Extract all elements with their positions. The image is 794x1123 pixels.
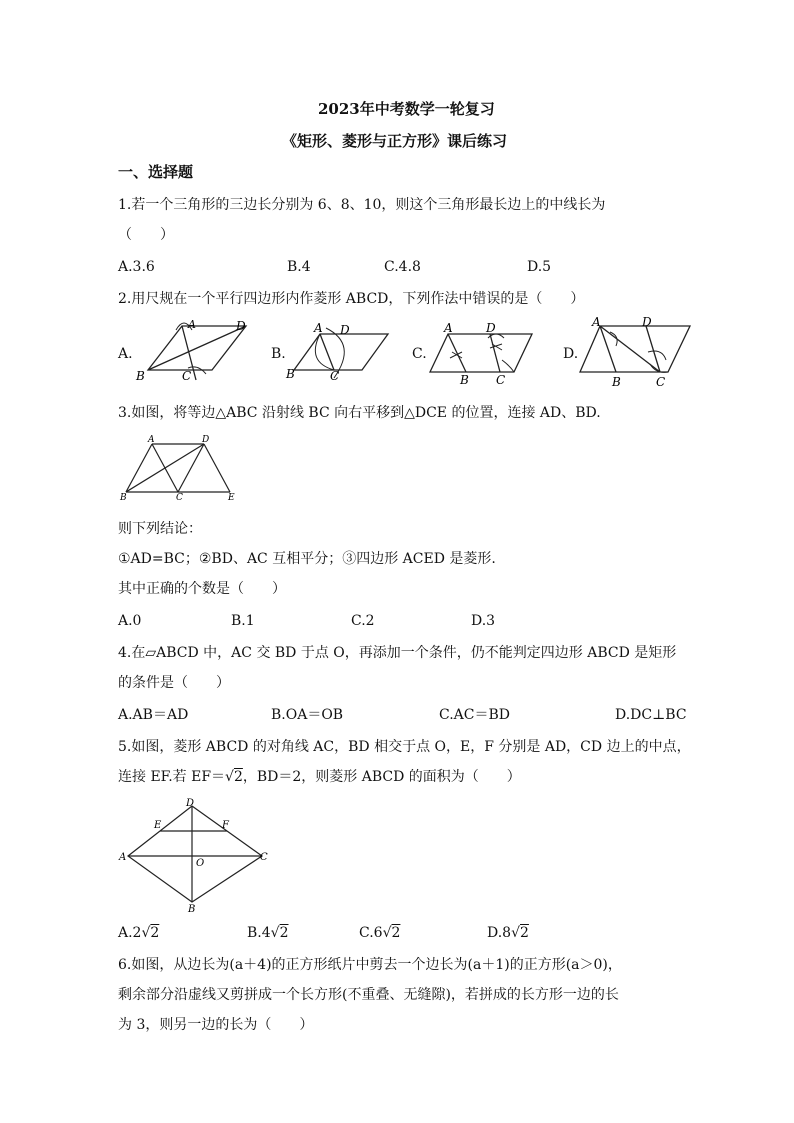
q3-stem: 3.如图，将等边△ABC 沿射线 BC 向右平移到△DCE 的位置，连接 AD、BD. — [118, 405, 601, 421]
q1-option-c: C.4.8 — [384, 259, 421, 275]
q5-option-a-coef: A.2 — [118, 925, 142, 941]
q4-stem-line1: 4.在▱ABCD 中，AC 交 BD 于点 O，再添加一个条件，仍不能判定四边形 ABCD 是矩形 — [118, 645, 677, 661]
q5-option-d — [487, 923, 529, 943]
q2-figure-d — [578, 314, 694, 388]
q5-option-c-radicand: 2 — [391, 925, 401, 941]
q5-option-a — [118, 923, 159, 943]
q3-conclusions: ①AD=BC；②BD、AC 互相平分；③四边形 ACED 是菱形. — [118, 551, 496, 567]
q6-stem-line2: 剩余部分沿虚线又剪拼成一个长方形(不重叠、无缝隙)，若拼成的长方形一边的长 — [118, 987, 619, 1003]
q6-stem-line3: 为 3，则另一边的长为（ ） — [118, 1017, 314, 1033]
sqrt-icon: √ — [270, 925, 280, 941]
q2c-label-a: A — [444, 321, 453, 335]
q2-stem: 2.用尺规在一个平行四边形内作菱形 ABCD，下列作法中错误的是（ ） — [118, 291, 585, 307]
sqrt-icon: √ — [382, 925, 392, 941]
q3-label-e: E — [228, 493, 235, 503]
q5-option-c-coef: C.6 — [359, 925, 383, 941]
section-heading: 一、选择题 — [118, 163, 194, 181]
q3-option-b: B.1 — [231, 613, 255, 629]
sqrt-icon: √ — [141, 925, 151, 941]
q5-option-b-coef: B.4 — [247, 925, 271, 941]
q2a-label-b: B — [136, 369, 145, 383]
q5-option-a-radicand: 2 — [150, 925, 160, 941]
q5-stem-part2: ，BD＝2，则菱形 ABCD 的面积为（ ） — [242, 769, 521, 785]
q2-option-c: C. — [412, 346, 427, 362]
q5-label-a: A — [119, 852, 127, 863]
q3-option-d: D.3 — [471, 613, 496, 629]
q2-option-b: B. — [271, 346, 286, 362]
sqrt-icon: √ — [511, 925, 521, 941]
q5-stem-line1: 5.如图，菱形 ABCD 的对角线 AC，BD 相交于点 O，E，F 分别是 AD，CD 边上的中点， — [118, 739, 691, 755]
q5-label-o: O — [196, 858, 205, 869]
q5-label-f: F — [222, 820, 229, 831]
q4-option-d: D.DC⊥BC — [615, 707, 687, 723]
q3-lead: 则下列结论： — [118, 521, 202, 537]
q3-label-a: A — [148, 435, 155, 445]
q2c-label-d: D — [486, 321, 496, 335]
q2-figure-a — [134, 318, 256, 386]
q1-option-d: D.5 — [527, 259, 552, 275]
q1-stem-line1: 1.若一个三角形的三边长分别为 6、8、10，则这个三角形最长边上的中线长为 — [118, 197, 606, 213]
q5-option-d-radicand: 2 — [520, 925, 529, 941]
q5-label-e: E — [154, 820, 162, 831]
q5-option-b-radicand: 2 — [279, 925, 289, 941]
q5-label-d: D — [186, 798, 195, 809]
q2-option-d: D. — [563, 346, 579, 362]
q3-option-a: A.0 — [118, 613, 142, 629]
q5-stem-line2 — [118, 767, 521, 787]
title-line-2: 《矩形、菱形与正方形》课后练习 — [282, 132, 508, 150]
q4-option-b: B.OA＝OB — [271, 707, 344, 723]
q2-figure-c — [426, 320, 538, 386]
q2b-label-d: D — [340, 323, 350, 337]
q1-option-a: A.3.6 — [118, 259, 155, 275]
q2b-label-a: A — [314, 321, 323, 335]
q2a-label-d: D — [236, 319, 246, 333]
q4-option-c: C.AC＝BD — [439, 707, 510, 723]
q3-figure — [118, 436, 242, 502]
title-line-1: 2023年中考数学一轮复习 — [318, 100, 495, 118]
q1-option-b: B.4 — [287, 259, 311, 275]
q5-figure — [118, 798, 276, 915]
sqrt-icon: √ — [225, 769, 234, 785]
q3-label-d: D — [202, 435, 210, 445]
q2d-label-c: C — [656, 375, 666, 389]
q3-label-b: B — [120, 493, 127, 503]
q2d-label-a: A — [592, 315, 601, 329]
q5-option-d-coef: D.8 — [487, 925, 512, 941]
q2-option-a: A. — [118, 346, 133, 362]
q5-label-b: B — [188, 904, 196, 915]
q3-label-c: C — [176, 493, 183, 503]
q3-ask: 其中正确的个数是（ ） — [118, 581, 286, 597]
q5-option-b — [247, 923, 289, 943]
q1-stem-line2: （ ） — [118, 227, 174, 243]
q2c-label-b: B — [460, 373, 469, 387]
q5-option-c — [359, 923, 400, 943]
q3-option-c: C.2 — [351, 613, 375, 629]
q2c-label-c: C — [496, 373, 506, 387]
q5-label-c: C — [260, 852, 268, 863]
q5-stem-part1: 连接 EF.若 EF＝ — [118, 769, 226, 785]
q2a-label-c: C — [182, 369, 192, 383]
q2b-label-c: C — [330, 369, 340, 383]
q2-figure-b — [284, 322, 394, 384]
q2d-label-b: B — [612, 375, 621, 389]
q4-option-a: A.AB＝AD — [118, 707, 189, 723]
q2a-label-a: A — [188, 318, 196, 331]
q6-stem-line1: 6.如图，从边长为(a＋4)的正方形纸片中剪去一个边长为(a＋1)的正方形(a＞0)， — [118, 957, 622, 973]
q2b-label-b: B — [286, 367, 295, 381]
q5-stem-radicand: 2 — [233, 769, 243, 785]
q4-stem-line2: 的条件是（ ） — [118, 675, 230, 691]
q2d-label-d: D — [642, 315, 652, 329]
